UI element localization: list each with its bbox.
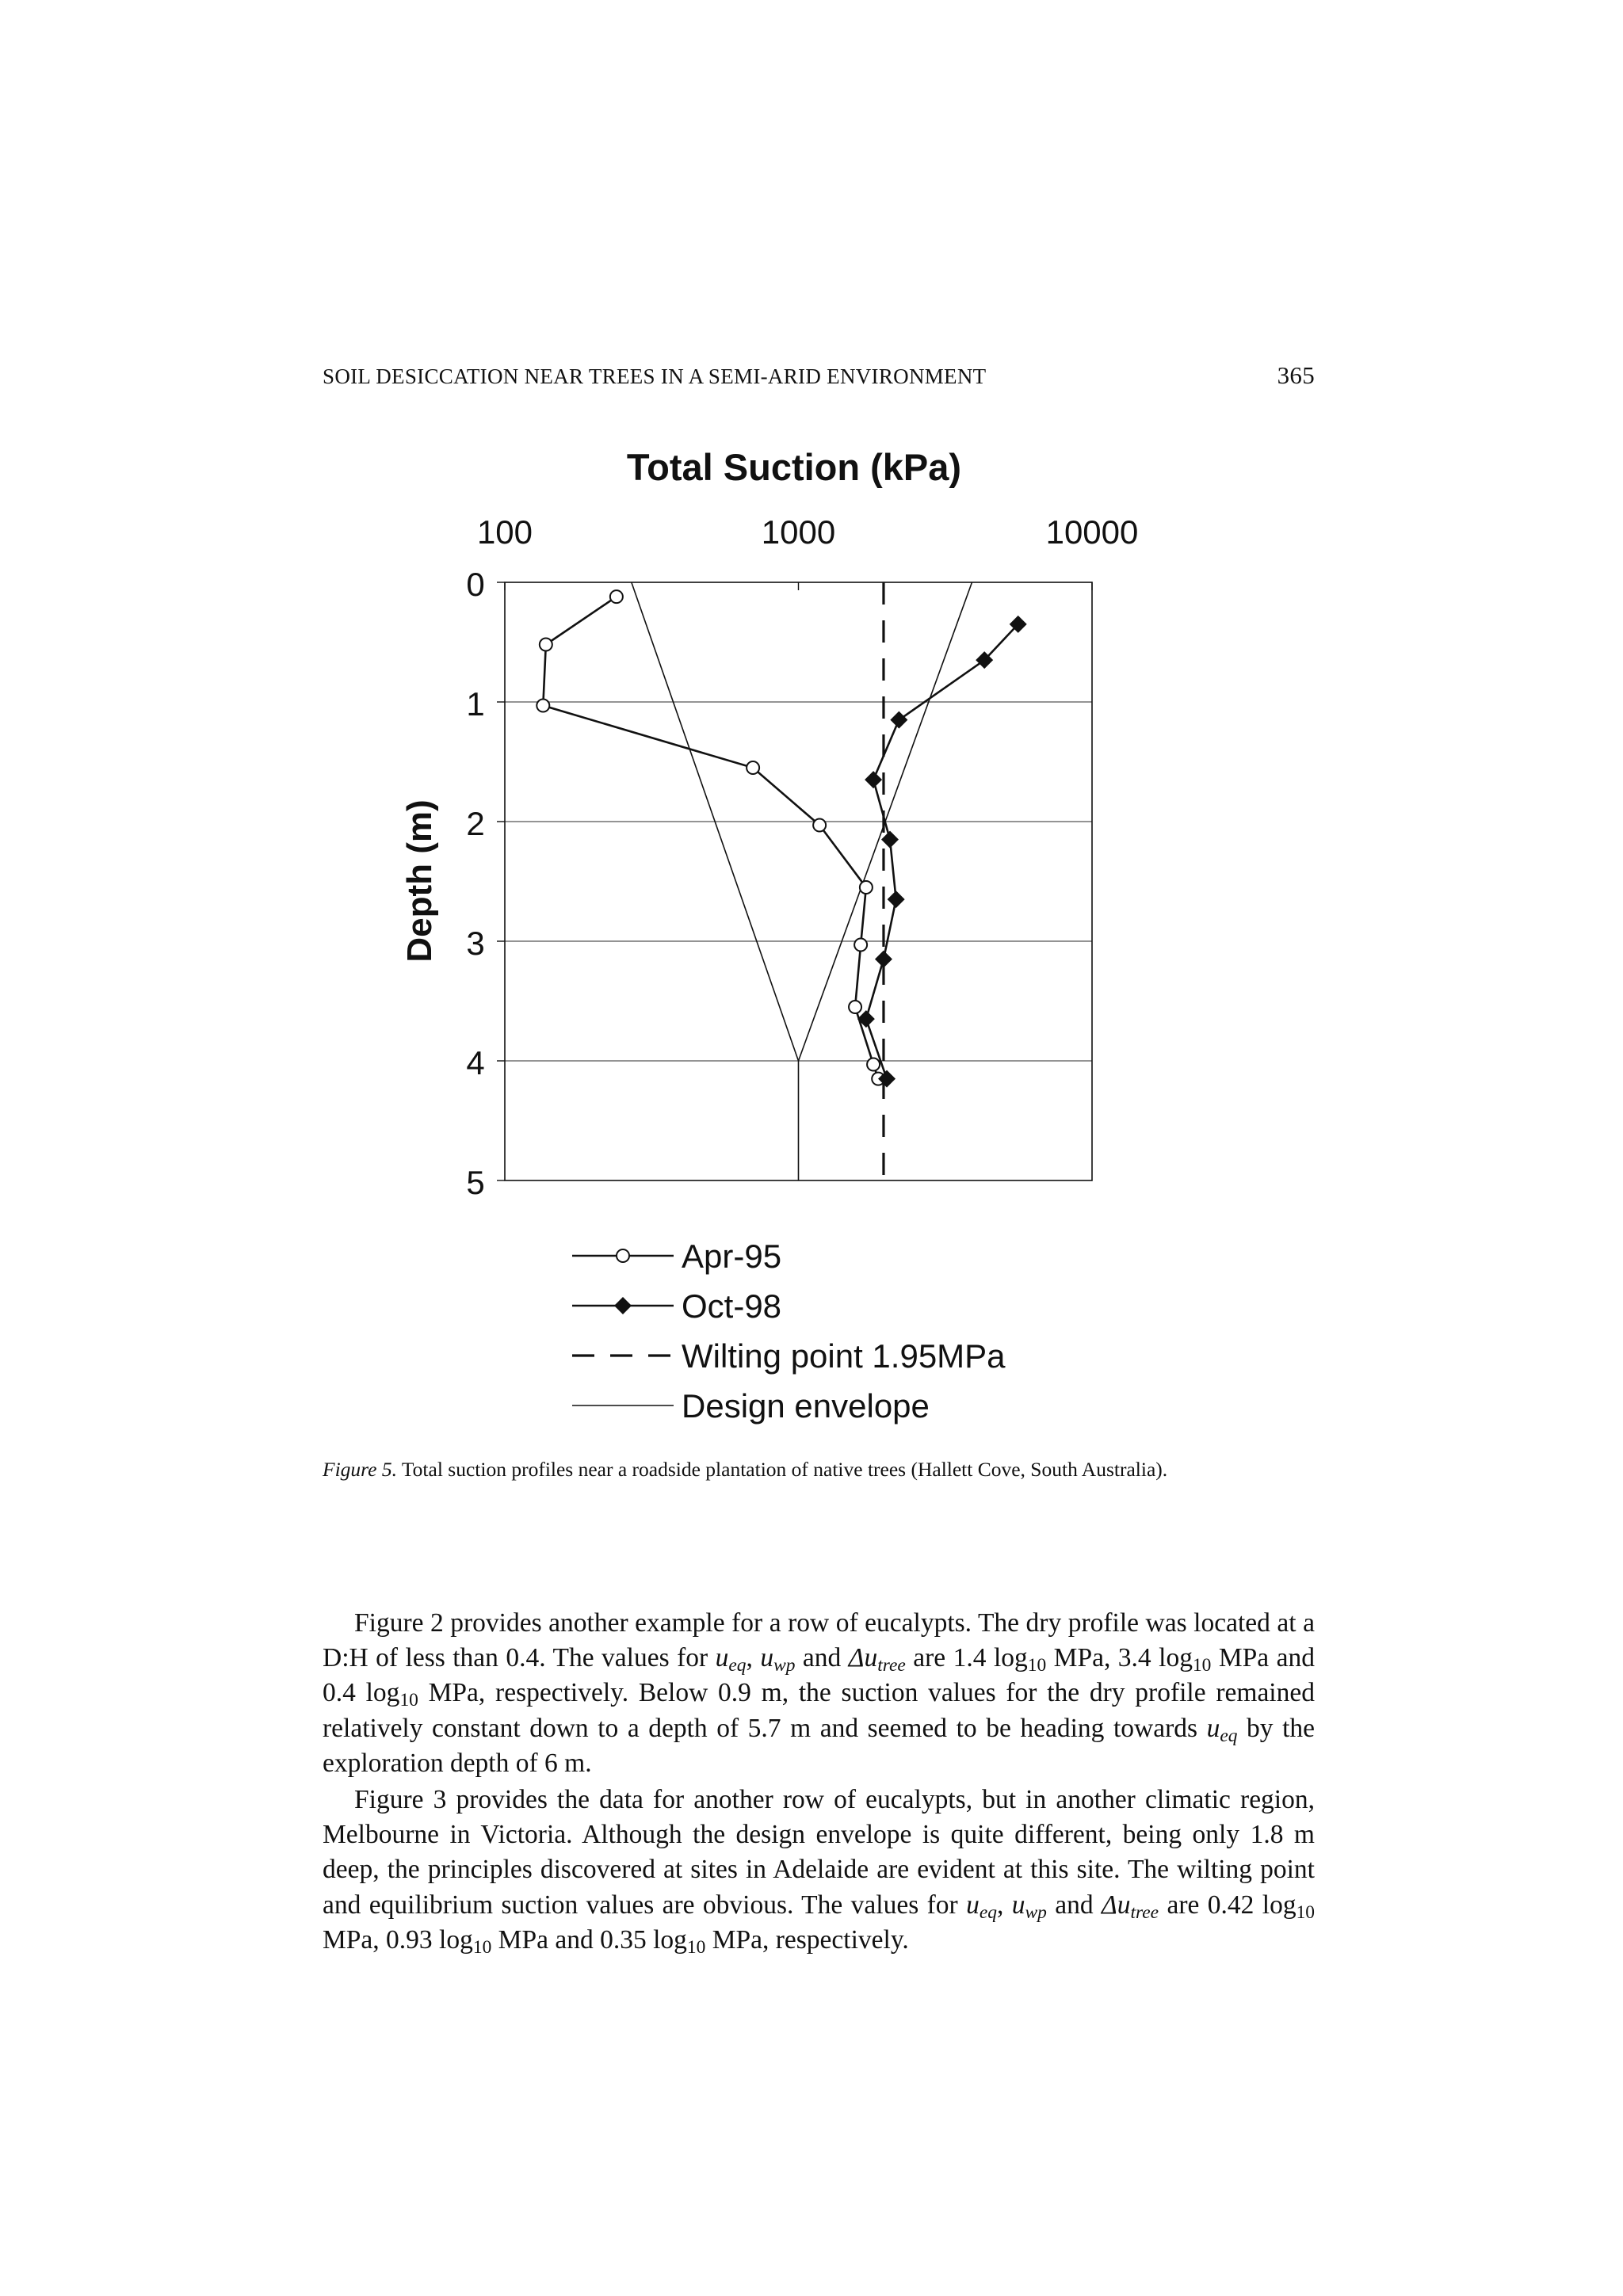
page-number: 365: [1277, 361, 1315, 389]
y-tick-label: 1: [466, 685, 485, 723]
figure-caption: [323, 1456, 1315, 1483]
delta-u-tree: $\Delta u_{tree}$: [848, 1643, 906, 1676]
oct-98-point: [888, 891, 905, 908]
apr-95-point: [747, 761, 759, 774]
apr-95-point: [610, 590, 623, 603]
legend-marker-oct-98: [614, 1297, 632, 1314]
axis-ticks: [466, 513, 1138, 1201]
apr-95-point: [849, 1001, 861, 1013]
legend-label-oct-98: Oct-98: [682, 1287, 782, 1325]
legend-marker-apr-95: [617, 1249, 629, 1262]
oct-98-point: [865, 771, 882, 788]
x-tick-label: 10000: [1045, 513, 1139, 551]
x-tick-label: 1000: [761, 513, 836, 551]
oct-98-point: [881, 831, 899, 849]
body-text: [323, 1606, 1315, 1958]
y-axis-label: Depth (m): [400, 799, 439, 963]
apr-95-point: [854, 939, 867, 952]
caption-text: Total suction profiles near a roadside plantation of native trees (Hallett Cove, South Australia).: [401, 1458, 1168, 1481]
apr-95-point: [540, 639, 552, 651]
paragraph-2: Figure 3 provides the data for another row of eucalypts, but in another climatic region, Melbourne in Victoria. Although the design envelope is quite different, being only 1.8 m deep, the principles discovered at sites in Adelaide are evident at this site. The wilting point and equilibrium suction values are obvious. The values for $u_{eq}$, $u_{wp}$ and $\Delta u_{tree}$ are 0.42 $\log_{10}$ MPa, 0.93 $\log_{10}$ MPa and 0.35 $\log_{10}$ MPa, respectively.: [323, 1785, 1316, 1958]
u-wp: $u_{wp}$: [1011, 1890, 1047, 1923]
oct-98-line: [866, 624, 1018, 1079]
chart-title: Total Suction (kPa): [626, 446, 962, 488]
y-tick-label: 2: [466, 805, 485, 842]
oct-98-point: [890, 711, 907, 729]
apr-95-point: [860, 881, 873, 894]
design-envelope-line: [632, 582, 799, 1180]
grid-lines: [505, 702, 1092, 1061]
y-tick-label: 3: [466, 925, 485, 962]
u-eq: $u_{eq}$: [966, 1890, 997, 1923]
legend-label-design-envelope: Design envelope: [682, 1387, 930, 1425]
legend: [572, 1238, 1006, 1425]
x-tick-label: 100: [476, 513, 533, 551]
u-eq: $u_{eq}$: [1206, 1713, 1238, 1746]
delta-u-tree: $\Delta u_{tree}$: [1102, 1890, 1159, 1923]
apr-95-point: [867, 1058, 880, 1071]
apr-95-line: [543, 597, 878, 1079]
oct-98-point: [875, 951, 892, 968]
paragraph-1: Figure 2 provides another example for a row of eucalypts. The dry profile was located at a D:H of less than 0.4. The values for $u_{eq}$, $u_{wp}$ and $\Delta u_{tree}$ are 1.4 $\log_{10}$ MPa, 3.4 $\log_{10}$ MPa and 0.4 $\log_{10}$ MPa, respectively. Below 0.9 m, the suction values for the dry profile remained relatively constant down to a depth of 5.7 m and seemed to be heading towards $u_{eq}$ by the exploration depth of 6 m.: [323, 1608, 1315, 1778]
legend-label-wilting-point: Wilting point 1.95MPa: [682, 1337, 1006, 1375]
data-series: [537, 582, 1026, 1180]
apr-95-point: [537, 700, 549, 712]
u-eq: $u_{eq}$: [715, 1643, 747, 1676]
y-tick-label: 5: [466, 1164, 485, 1201]
y-tick-label: 4: [466, 1044, 485, 1081]
caption-label: Figure 5.: [323, 1458, 397, 1481]
u-wp: $u_{wp}$: [760, 1643, 796, 1676]
apr-95-point: [813, 819, 826, 832]
legend-label-apr-95: Apr-95: [682, 1238, 782, 1275]
running-title: SOIL DESICCATION NEAR TREES IN A SEMI-ARID ENVIRONMENT: [323, 364, 987, 388]
y-tick-label: 0: [466, 566, 485, 603]
